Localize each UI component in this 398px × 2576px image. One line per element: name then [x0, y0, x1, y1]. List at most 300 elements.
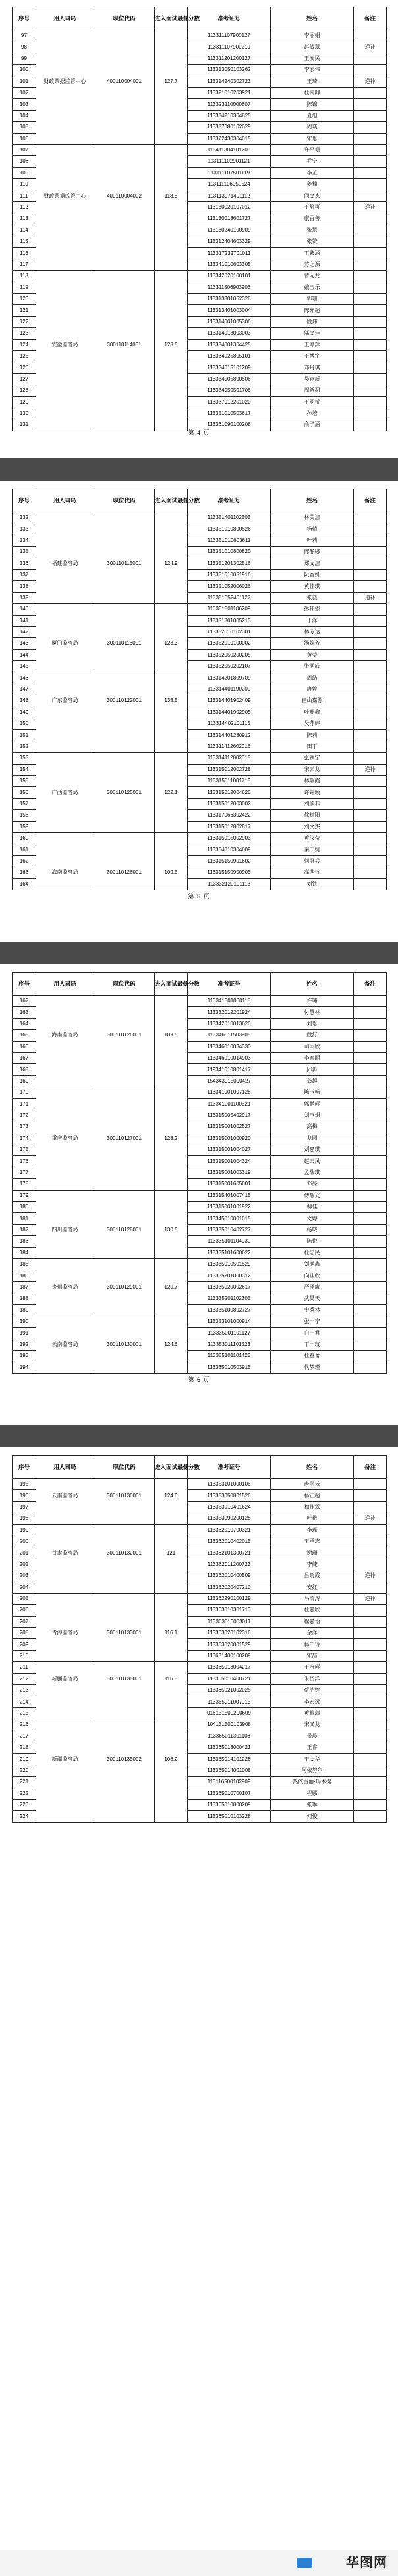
min-score — [155, 1777, 188, 1788]
position-code — [94, 844, 155, 855]
min-score: 120.7 — [155, 1281, 188, 1293]
table-row — [13, 1144, 387, 1156]
row-index: 201 — [13, 1547, 36, 1559]
min-score — [155, 730, 188, 741]
row-index: 165 — [13, 1030, 36, 1041]
exam-ticket-number: 113334005800506 — [188, 373, 271, 385]
min-score — [155, 156, 188, 167]
table-row — [13, 190, 387, 201]
min-score: 109.5 — [155, 1030, 188, 1041]
remark — [354, 1167, 387, 1178]
remark — [354, 844, 387, 855]
row-index: 148 — [13, 695, 36, 707]
remark — [354, 1559, 387, 1570]
row-index: 188 — [13, 1293, 36, 1304]
exam-ticket-number: 113411304101203 — [188, 144, 271, 155]
position-code — [94, 1799, 155, 1810]
hiring-unit — [36, 271, 94, 282]
candidate-name: 郭珊 — [271, 293, 354, 304]
position-code — [94, 41, 155, 53]
exam-ticket-number: 113315012003002 — [188, 798, 271, 809]
row-index: 114 — [13, 225, 36, 236]
remark — [354, 396, 387, 408]
row-index: 164 — [13, 878, 36, 890]
exam-ticket-number: 113334001304425 — [188, 339, 271, 350]
hiring-unit — [36, 1098, 94, 1110]
remark — [354, 1547, 387, 1559]
row-index: 143 — [13, 638, 36, 649]
remark — [354, 1362, 387, 1373]
min-score — [155, 547, 188, 558]
exam-ticket-number: 113365010103228 — [188, 1811, 271, 1822]
candidate-name: 向佳欣 — [271, 1270, 354, 1281]
candidate-name: 刘玉娟 — [271, 1110, 354, 1121]
remark — [354, 282, 387, 293]
remark — [354, 695, 387, 707]
position-code — [94, 753, 155, 764]
exam-ticket-number: 113313401003004 — [188, 305, 271, 316]
exam-ticket-number: 113315012004620 — [188, 787, 271, 798]
position-code — [94, 1190, 155, 1201]
min-score — [155, 844, 188, 855]
hiring-unit — [36, 1110, 94, 1121]
hiring-unit — [36, 156, 94, 167]
position-code — [94, 213, 155, 225]
row-index: 97 — [13, 30, 36, 41]
min-score — [155, 1616, 188, 1627]
position-code — [94, 1719, 155, 1731]
exam-ticket-number: 113335201000312 — [188, 1270, 271, 1281]
position-code — [94, 581, 155, 592]
hiring-unit — [36, 1524, 94, 1536]
candidate-name: 郭鹏辉 — [271, 1098, 354, 1110]
position-code — [94, 362, 155, 373]
table-row — [13, 1524, 387, 1536]
candidate-name: 戴宝乐 — [271, 282, 354, 293]
hiring-unit — [36, 1018, 94, 1029]
remark — [354, 1018, 387, 1029]
exam-ticket-number: 113335020002617 — [188, 1281, 271, 1293]
exam-ticket-number: 113332120101113 — [188, 878, 271, 890]
row-index: 154 — [13, 764, 36, 775]
remark — [354, 350, 387, 362]
candidate-name: 吕晓霞 — [271, 1570, 354, 1582]
column-header: 用人司局 — [36, 973, 94, 996]
min-score — [155, 649, 188, 660]
remark — [354, 996, 387, 1007]
min-score — [155, 764, 188, 775]
row-index: 99 — [13, 53, 36, 64]
candidate-name: 李婕 — [271, 1559, 354, 1570]
candidate-name: 白一君 — [271, 1328, 354, 1339]
candidate-name: 徐树阳 — [271, 810, 354, 821]
candidate-name: 阿依努尔 — [271, 1765, 354, 1776]
remark — [354, 1316, 387, 1327]
page-number: 第 4 页 — [188, 429, 210, 436]
candidate-name: 张一宁 — [271, 1316, 354, 1327]
position-code — [94, 30, 155, 41]
min-score — [155, 523, 188, 535]
min-score — [155, 41, 188, 53]
exam-ticket-number: 113363020102316 — [188, 1628, 271, 1639]
remark — [354, 1616, 387, 1627]
exam-ticket-number: 113314240302723 — [188, 76, 271, 87]
table-row — [13, 1685, 387, 1696]
remark — [354, 1304, 387, 1316]
candidate-name: 谢珊 — [271, 1547, 354, 1559]
min-score — [155, 1799, 188, 1810]
exam-ticket-number: 113315001003319 — [188, 1167, 271, 1178]
position-code — [94, 626, 155, 637]
row-index: 135 — [13, 547, 36, 558]
remark — [354, 1258, 387, 1270]
min-score — [155, 362, 188, 373]
candidate-name: 周新羽 — [271, 385, 354, 396]
document-page-4 — [12, 1455, 386, 1823]
remark — [354, 1628, 387, 1639]
hiring-unit — [36, 1258, 94, 1270]
hiring-unit — [36, 615, 94, 626]
min-score — [155, 385, 188, 396]
position-code — [94, 684, 155, 695]
remark — [354, 167, 387, 178]
table-header — [13, 7, 387, 30]
exam-ticket-number: 119341010801417 — [188, 1064, 271, 1075]
row-index: 147 — [13, 684, 36, 695]
remark — [354, 638, 387, 649]
row-index: 118 — [13, 271, 36, 282]
position-code — [94, 1087, 155, 1098]
row-index: 152 — [13, 741, 36, 752]
position-code — [94, 1524, 155, 1536]
min-score — [155, 1202, 188, 1213]
position-code — [94, 996, 155, 1007]
min-score: 116.1 — [155, 1628, 188, 1639]
row-index: 113 — [13, 213, 36, 225]
position-code — [94, 236, 155, 248]
exam-ticket-number: 113372430304015 — [188, 133, 271, 144]
exam-ticket-number: 113353090200128 — [188, 1513, 271, 1524]
hiring-unit — [36, 213, 94, 225]
row-index: 174 — [13, 1133, 36, 1144]
hiring-unit — [36, 1559, 94, 1570]
table-row — [13, 1582, 387, 1593]
min-score — [155, 1593, 188, 1604]
hiring-unit — [36, 775, 94, 786]
hiring-unit — [36, 1650, 94, 1661]
row-index: 203 — [13, 1570, 36, 1582]
candidate-name: 李春丽 — [271, 1052, 354, 1063]
remark — [354, 1639, 387, 1650]
remark — [354, 1121, 387, 1133]
position-code — [94, 1479, 155, 1490]
table-row — [13, 1490, 387, 1501]
row-index: 120 — [13, 293, 36, 304]
row-index: 205 — [13, 1593, 36, 1604]
table-row — [13, 225, 387, 236]
remark: 递补 — [354, 201, 387, 213]
candidate-name: 杜嘉欣 — [271, 1605, 354, 1616]
hiring-unit — [36, 1707, 94, 1719]
row-index: 149 — [13, 707, 36, 718]
position-code — [94, 1639, 155, 1650]
exam-ticket-number: 113353010401624 — [188, 1501, 271, 1513]
row-index: 122 — [13, 316, 36, 327]
candidate-name: 唐雨云 — [271, 1479, 354, 1490]
min-score — [155, 350, 188, 362]
remark — [354, 122, 387, 133]
column-header: 准考证号 — [188, 973, 271, 996]
hiring-unit: 云南监管局 — [36, 1490, 94, 1501]
exam-ticket-number: 113362101300721 — [188, 1547, 271, 1559]
candidate-name: 邓亮 — [271, 1179, 354, 1190]
table-row — [13, 581, 387, 592]
remark — [354, 1731, 387, 1742]
row-index: 139 — [13, 592, 36, 603]
min-score — [155, 1351, 188, 1362]
min-score — [155, 1605, 188, 1616]
row-index: 132 — [13, 512, 36, 523]
table-row — [13, 1777, 387, 1788]
table-header — [13, 489, 387, 512]
hiring-unit: 财政票据监管中心 — [36, 190, 94, 201]
remark — [354, 1501, 387, 1513]
remark — [354, 684, 387, 695]
watermark-logo-icon — [297, 2558, 312, 2568]
hiring-unit — [36, 1202, 94, 1213]
min-score — [155, 821, 188, 832]
min-score — [155, 535, 188, 546]
candidate-name: 和作霖 — [271, 1501, 354, 1513]
min-score — [155, 1293, 188, 1304]
remark — [354, 1156, 387, 1167]
hiring-unit — [36, 122, 94, 133]
hiring-unit — [36, 1236, 94, 1247]
exam-ticket-number: 113362290100129 — [188, 1593, 271, 1604]
table-row — [13, 832, 387, 844]
exam-ticket-number: 113351010051916 — [188, 569, 271, 580]
candidate-name: 宋云龙 — [271, 764, 354, 775]
remark — [354, 1605, 387, 1616]
remark — [354, 707, 387, 718]
hiring-unit — [36, 167, 94, 178]
row-index: 127 — [13, 373, 36, 385]
min-score — [155, 1144, 188, 1156]
min-score — [155, 741, 188, 752]
exam-ticket-number: 113334050501708 — [188, 385, 271, 396]
exam-ticket-number: 113315005402917 — [188, 1110, 271, 1121]
candidate-name: 杨晓 — [271, 1224, 354, 1235]
candidate-name: 邱冉 — [271, 1064, 354, 1075]
position-code — [94, 293, 155, 304]
candidate-name: 张慧 — [271, 225, 354, 236]
table-row — [13, 1788, 387, 1799]
table-row — [13, 30, 387, 41]
table-row — [13, 1513, 387, 1524]
remark — [354, 1707, 387, 1719]
row-index: 141 — [13, 615, 36, 626]
hiring-unit — [36, 1513, 94, 1524]
remark — [354, 1224, 387, 1235]
position-code — [94, 144, 155, 155]
row-index: 202 — [13, 1559, 36, 1570]
row-index: 109 — [13, 167, 36, 178]
min-score — [155, 1559, 188, 1570]
candidate-name: 孟瑞琪 — [271, 1167, 354, 1178]
position-code — [94, 1536, 155, 1547]
exam-ticket-number: 113315150901602 — [188, 855, 271, 867]
table-row — [13, 684, 387, 695]
column-header: 准考证号 — [188, 489, 271, 512]
remark: 递补 — [354, 1593, 387, 1604]
hiring-unit — [36, 1087, 94, 1098]
position-code — [94, 1765, 155, 1776]
position-code — [94, 775, 155, 786]
hiring-unit — [36, 350, 94, 362]
row-index: 162 — [13, 996, 36, 1007]
hiring-unit — [36, 844, 94, 855]
hiring-unit — [36, 878, 94, 890]
table-row — [13, 810, 387, 821]
exam-ticket-number: 113362010402015 — [188, 1536, 271, 1547]
table-row — [13, 385, 387, 396]
candidate-name: 秦宁婕 — [271, 844, 354, 855]
exam-ticket-number: 113353101000105 — [188, 1479, 271, 1490]
min-score: 124.6 — [155, 1339, 188, 1350]
remark — [354, 558, 387, 569]
position-code — [94, 523, 155, 535]
hiring-unit — [36, 535, 94, 546]
position-code — [94, 1052, 155, 1063]
row-index: 195 — [13, 1479, 36, 1490]
min-score — [155, 1536, 188, 1547]
hiring-unit — [36, 512, 94, 523]
min-score — [155, 1007, 188, 1018]
exam-ticket-number: 113363010301713 — [188, 1605, 271, 1616]
remark — [354, 787, 387, 798]
exam-ticket-number: 113335201102305 — [188, 1293, 271, 1304]
remark — [354, 1281, 387, 1293]
candidate-name: 刘欣菲 — [271, 798, 354, 809]
remark — [354, 775, 387, 786]
table-row — [13, 1258, 387, 1270]
position-code — [94, 1696, 155, 1707]
position-code — [94, 1270, 155, 1281]
row-index: 158 — [13, 810, 36, 821]
row-index: 103 — [13, 99, 36, 110]
position-code — [94, 1811, 155, 1822]
position-code — [94, 821, 155, 832]
row-index: 173 — [13, 1121, 36, 1133]
column-header: 准考证号 — [188, 7, 271, 30]
remark — [354, 1742, 387, 1753]
hiring-unit — [36, 133, 94, 144]
table-row — [13, 695, 387, 707]
exam-ticket-number: 113111102901121 — [188, 156, 271, 167]
position-code — [94, 110, 155, 121]
exam-ticket-number: 113362020407210 — [188, 1582, 271, 1593]
table-row — [13, 248, 387, 259]
row-index: 140 — [13, 604, 36, 615]
candidate-name: 何冠兵 — [271, 855, 354, 867]
min-score — [155, 775, 188, 786]
exam-ticket-number: 113362010400509 — [188, 1570, 271, 1582]
column-header: 姓名 — [271, 1456, 354, 1479]
exam-ticket-number: 113346010034330 — [188, 1041, 271, 1052]
exam-ticket-number: 113352010100002 — [188, 638, 271, 649]
min-score — [155, 1247, 188, 1258]
column-header: 用人司局 — [36, 489, 94, 512]
exam-ticket-number: 113362010700321 — [188, 1524, 271, 1536]
table-row — [13, 144, 387, 155]
row-index: 105 — [13, 122, 36, 133]
row-index: 101 — [13, 76, 36, 87]
candidate-name: 段炜 — [271, 316, 354, 327]
exam-ticket-number: 113314401902905 — [188, 707, 271, 718]
position-code — [94, 225, 155, 236]
column-header: 姓名 — [271, 489, 354, 512]
row-index: 170 — [13, 1087, 36, 1098]
min-score — [155, 1270, 188, 1281]
candidate-name: 王安民 — [271, 53, 354, 64]
position-code — [94, 649, 155, 660]
position-code — [94, 1777, 155, 1788]
candidate-name: 周皓 — [271, 672, 354, 684]
row-index: 119 — [13, 282, 36, 293]
min-score — [155, 1121, 188, 1133]
hiring-unit — [36, 1685, 94, 1696]
watermark-text: 华图网 — [346, 2556, 387, 2570]
remark — [354, 798, 387, 809]
row-index: 196 — [13, 1490, 36, 1501]
hiring-unit: 青海监管局 — [36, 1628, 94, 1639]
table-row — [13, 293, 387, 304]
table-row — [13, 569, 387, 580]
hiring-unit — [36, 547, 94, 558]
remark — [354, 1144, 387, 1156]
hiring-unit — [36, 1570, 94, 1582]
row-index: 217 — [13, 1731, 36, 1742]
position-code — [94, 133, 155, 144]
exam-ticket-number: 113351501106209 — [188, 604, 271, 615]
table-row — [13, 1719, 387, 1731]
position-code: 300110127001 — [94, 1133, 155, 1144]
hiring-unit — [36, 832, 94, 844]
position-code: 300110130001 — [94, 1490, 155, 1501]
position-code — [94, 661, 155, 672]
min-score — [155, 1064, 188, 1075]
remark: 递补 — [354, 1570, 387, 1582]
remark — [354, 878, 387, 890]
position-code — [94, 1064, 155, 1075]
position-code — [94, 707, 155, 718]
row-index: 172 — [13, 1110, 36, 1121]
row-index: 107 — [13, 144, 36, 155]
exam-ticket-number: 113312404603329 — [188, 236, 271, 248]
remark — [354, 271, 387, 282]
column-header: 职位代码 — [94, 1456, 155, 1479]
column-header: 进入面试最低分数 — [155, 973, 188, 996]
position-code — [94, 878, 155, 890]
position-code — [94, 798, 155, 809]
column-header: 序号 — [13, 973, 36, 996]
remark — [354, 110, 387, 121]
position-code — [94, 167, 155, 178]
remark — [354, 1052, 387, 1063]
document-page-1 — [12, 7, 386, 436]
hiring-unit — [36, 1167, 94, 1178]
exam-ticket-number: 113315001001922 — [188, 1202, 271, 1213]
